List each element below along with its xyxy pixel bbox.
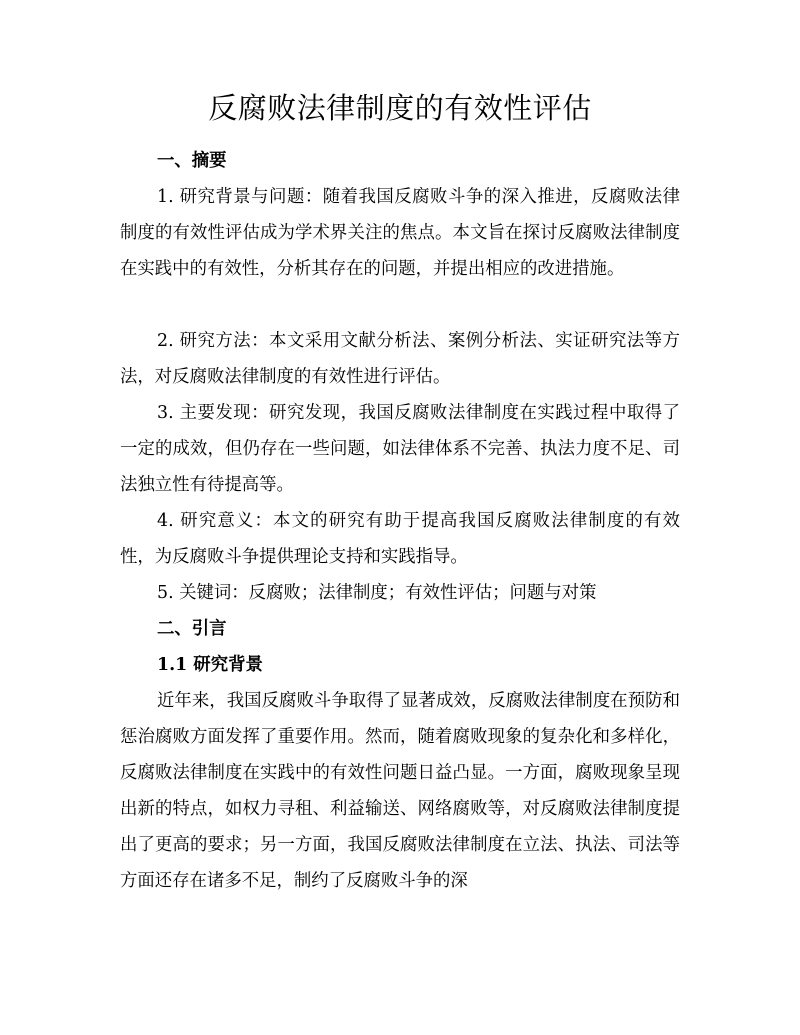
section-heading-introduction: 二、引言	[157, 619, 227, 639]
section-heading-abstract: 一、摘要	[157, 151, 227, 171]
introduction-paragraph	[120, 683, 680, 899]
abstract-item-text: 1. 研究背景与问题：随着我国反腐败斗争的深入推进，反腐败法律制度的有效性评估成为学术界关注的焦点。本文旨在探讨反腐败法律制度在实践中的有效性，分析其存在的问题，并提出相应的改进措施。	[120, 187, 680, 279]
abstract-item-5	[120, 575, 680, 611]
abstract-item-text: 2. 研究方法：本文采用文献分析法、案例分析法、实证研究法等方法，对反腐败法律制度的有效性进行评估。	[120, 331, 680, 387]
abstract-item-text: 4. 研究意义：本文的研究有助于提高我国反腐败法律制度的有效性，为反腐败斗争提供理论支持和实践指导。	[120, 511, 680, 567]
abstract-item-text: 5. 关键词：反腐败；法律制度；有效性评估；问题与对策	[157, 583, 597, 603]
abstract-item-4	[120, 503, 680, 575]
paragraph-text: 近年来，我国反腐败斗争取得了显著成效，反腐败法律制度在预防和惩治腐败方面发挥了重要作用。然而，随着腐败现象的复杂化和多样化，反腐败法律制度在实践中的有效性问题日益凸显。一方面，腐败现象呈现出新的特点，如权力寻租、利益输送、网络腐败等，对反腐败法律制度提出了更高的要求；另一方面，我国反腐败法律制度在立法、执法、司法等方面还存在诸多不足，制约了反腐败斗争的深	[120, 691, 680, 891]
abstract-item-text: 3. 主要发现：研究发现，我国反腐败法律制度在实践过程中取得了一定的成效，但仍存在一些问题，如法律体系不完善、执法力度不足、司法独立性有待提高等。	[120, 403, 680, 495]
abstract-item-3	[120, 395, 680, 503]
subsection-heading-background: 1.1 研究背景	[157, 655, 263, 675]
abstract-item-2	[120, 323, 680, 395]
abstract-item-1	[120, 179, 680, 287]
document-title: 反腐败法律制度的有效性评估	[208, 91, 592, 125]
